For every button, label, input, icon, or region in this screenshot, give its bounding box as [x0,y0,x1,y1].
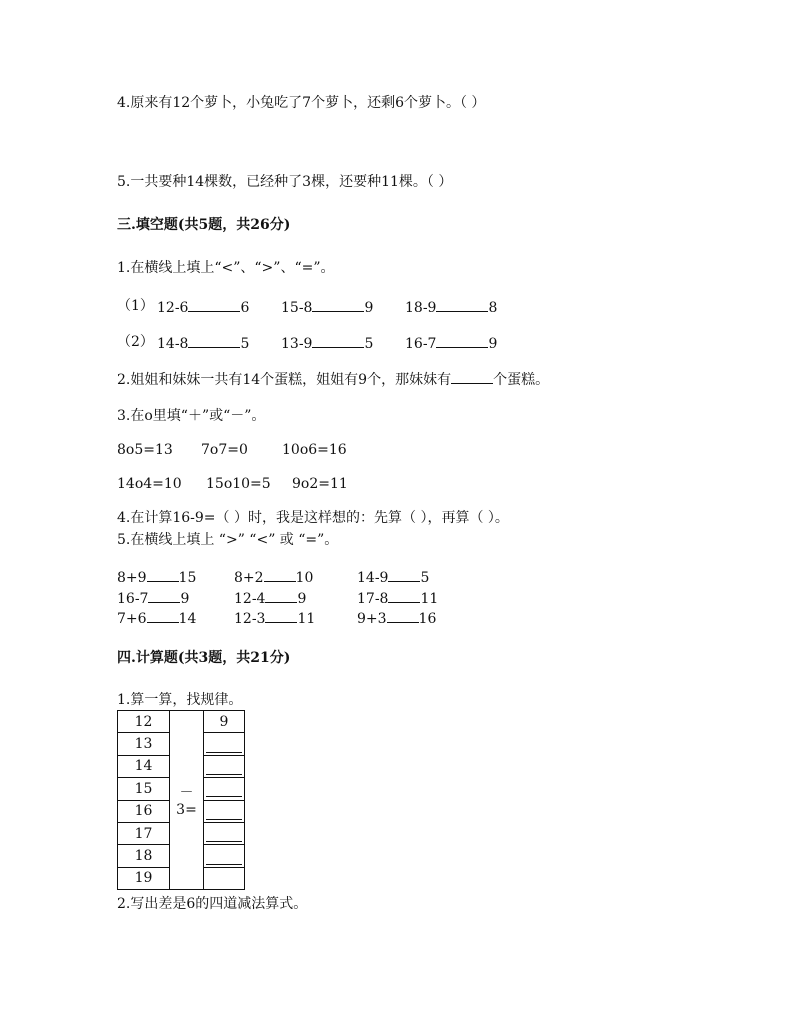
table-operator: －3= [170,711,204,890]
comparison-item: 18-9 8 [405,297,497,317]
section-4-title: 四.计算题(共3题，共21分) [117,650,291,666]
answer-blank[interactable] [312,333,364,348]
comparison-item: 9+3 16 [357,608,436,628]
calc-1-title: 1.算一算，找规律。 [117,692,243,708]
table-number: 15 [118,778,170,800]
fill-5-title: 5.在横线上填上 “>” “<” 或 “=”。 [117,532,339,548]
comparison-item: 8+2 10 [234,567,313,587]
row-label: （1） [117,298,154,314]
answer-blank[interactable] [436,297,488,312]
answer-blank [206,758,242,775]
answer-blank[interactable] [188,333,240,348]
answer-cell[interactable] [204,822,245,844]
equation: 8o5=13 [117,442,173,458]
answer-blank[interactable] [388,567,420,582]
comparison-item: 17-8 11 [357,588,438,608]
table-number: 13 [118,733,170,755]
table-number: 18 [118,845,170,867]
answer-blank[interactable] [451,369,493,384]
equation: 9o2=11 [292,476,348,492]
fill-4: 4.在计算16-9=（ ）时，我是这样想的：先算（ ），再算（ ）。 [117,510,509,526]
answer-blank[interactable] [436,333,488,348]
equation: 7o7=0 [201,442,248,458]
answer-blank[interactable] [147,567,179,582]
fill-3-title: 3.在o里填“＋”或“－”。 [117,408,266,424]
answer-blank[interactable] [387,608,419,623]
answer-cell[interactable] [204,867,245,889]
answer-blank[interactable] [388,588,420,603]
subtraction-table [117,710,245,890]
table-number: 17 [118,822,170,844]
answer-blank[interactable] [264,567,296,582]
calc-2-title: 2.写出差是6的四道减法算式。 [117,896,308,912]
table-number: 16 [118,800,170,822]
answer-cell[interactable] [204,733,245,755]
answer-blank [206,848,242,865]
table-answer: 9 [204,711,245,733]
equation: 10o6=16 [282,442,347,458]
answer-blank[interactable] [265,588,297,603]
answer-blank [206,803,242,820]
table-number: 14 [118,755,170,777]
table-number: 12 [118,711,170,733]
comparison-item: 8+9 15 [117,567,196,587]
answer-blank [206,780,242,797]
comparison-item: 14-8 5 [157,333,249,353]
answer-blank[interactable] [148,588,180,603]
answer-cell[interactable] [204,778,245,800]
answer-cell[interactable] [204,800,245,822]
question-4: 4.原来有12个萝卜，小兔吃了7个萝卜，还剩6个萝卜。（ ） [117,95,486,111]
answer-blank[interactable] [265,608,297,623]
comparison-item: 16-7 9 [117,588,189,608]
fill-1-title: 1.在横线上填上“<”、“>”、“=”。 [117,260,335,276]
section-3-title: 三.填空题(共5题，共26分) [117,217,291,233]
answer-blank [206,825,242,842]
question-5: 5.一共要种14棵数，已经种了3棵，还要种11棵。（ ） [117,174,453,190]
answer-blank[interactable] [188,297,240,312]
row-label: （2） [117,334,154,350]
answer-blank [206,736,242,753]
answer-blank[interactable] [312,297,364,312]
comparison-item: 7+6 14 [117,608,196,628]
comparison-item: 14-9 5 [357,567,429,587]
comparison-item: 16-7 9 [405,333,497,353]
comparison-item: 13-9 5 [281,333,373,353]
comparison-item: 12-4 9 [234,588,306,608]
answer-blank[interactable] [147,608,179,623]
fill-2: 2.姐姐和妹妹一共有14个蛋糕，姐姐有9个，那妹妹有 个蛋糕。 [117,369,549,389]
equation: 15o10=5 [206,476,271,492]
comparison-item: 15-8 9 [281,297,373,317]
table-number: 19 [118,867,170,889]
comparison-item: 12-3 11 [234,608,315,628]
comparison-item: 12-6 6 [157,297,249,317]
answer-cell[interactable] [204,755,245,777]
equation: 14o4=10 [117,476,182,492]
answer-cell[interactable] [204,845,245,867]
